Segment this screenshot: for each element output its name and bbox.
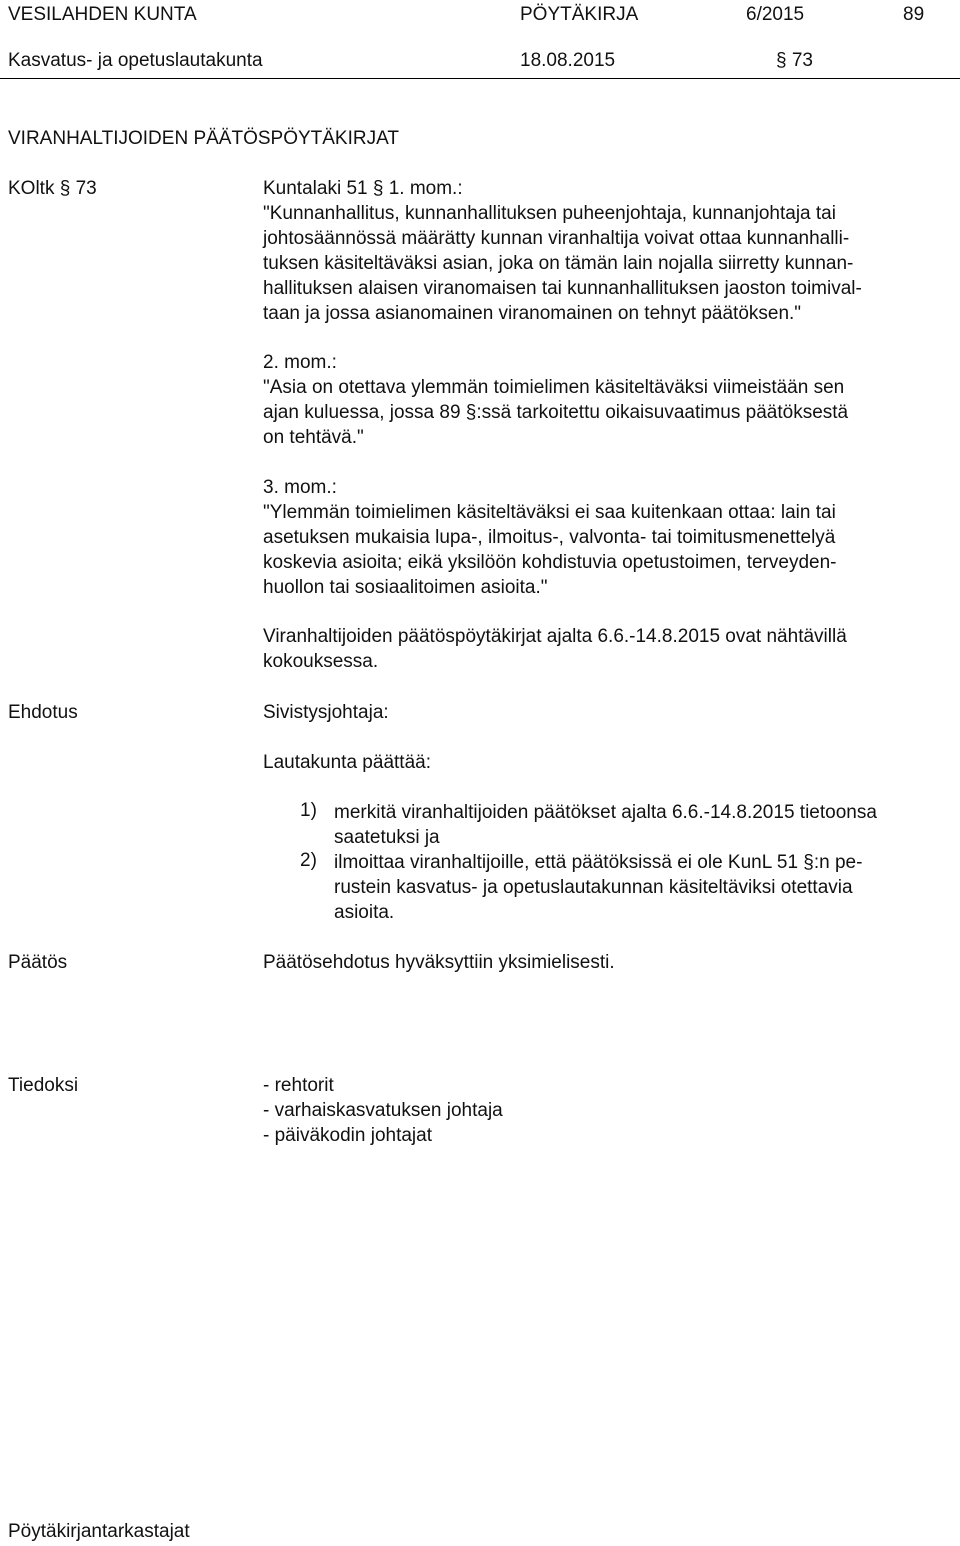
- proposal-item: [300, 800, 877, 850]
- meeting-date: 18.08.2015: [520, 50, 616, 71]
- decision-label: Päätös: [8, 952, 68, 973]
- law-line: koskevia asioita; eikä yksilöön kohdistuvia opetustoimen, terveyden-: [263, 552, 837, 573]
- minutes-number: 6/2015: [746, 4, 805, 25]
- law-line: on tehtävä.": [263, 427, 364, 448]
- law-paragraph-3: [263, 475, 836, 600]
- law-heading: 2. mom.:: [263, 352, 337, 373]
- footer-label: Pöytäkirjantarkastajat: [8, 1521, 190, 1542]
- law-line: "Ylemmän toimielimen käsiteltäväksi ei saa kuitenkaan ottaa: lain tai: [263, 502, 836, 523]
- proposal-intro: Lautakunta päättää:: [263, 752, 431, 773]
- law-paragraph-1: [263, 176, 862, 326]
- recipient: - rehtorit: [263, 1075, 334, 1096]
- recipient: - päiväkodin johtajat: [263, 1125, 432, 1146]
- law-line: ajan kuluessa, jossa 89 §:ssä tarkoitettu oikaisuvaatimus päätöksestä: [263, 402, 849, 423]
- item-number: 2): [300, 850, 317, 871]
- section-number: § 73: [776, 50, 813, 71]
- page-number: 89: [903, 4, 925, 25]
- item-line: rustein kasvatus- ja opetuslautakunnan käsiteltäviksi otettavia: [334, 877, 853, 898]
- availability-note: [263, 624, 847, 674]
- document-type: PÖYTÄKIRJA: [520, 4, 639, 25]
- law-line: tuksen käsiteltäväksi asian, joka on tämän lain nojalla siirretty kunnan-: [263, 253, 854, 274]
- law-line: asetuksen mukaisia lupa-, ilmoitus-, valvonta- tai toimitusmenettelyä: [263, 527, 836, 548]
- law-heading: 3. mom.:: [263, 477, 337, 498]
- law-line: hallituksen alaisen viranomaisen tai kunnanhallituksen jaoston toimival-: [263, 278, 862, 299]
- law-line: johtosäännössä määrätty kunnan viranhaltija voivat ottaa kunnanhalli-: [263, 228, 850, 249]
- header-divider: [0, 78, 960, 79]
- law-line: "Kunnanhallitus, kunnanhallituksen puheenjohtaja, kunnanjohtaja tai: [263, 203, 836, 224]
- item-number: 1): [300, 800, 317, 821]
- municipality-name: VESILAHDEN KUNTA: [8, 4, 197, 25]
- recipient: - varhaiskasvatuksen johtaja: [263, 1100, 503, 1121]
- availability-line: kokouksessa.: [263, 651, 379, 672]
- recipients-list: [263, 1073, 503, 1148]
- law-heading: Kuntalaki 51 § 1. mom.:: [263, 178, 463, 199]
- availability-line: Viranhaltijoiden päätöspöytäkirjat ajalta 6.6.-14.8.2015 ovat nähtävillä: [263, 626, 847, 647]
- law-paragraph-2: [263, 350, 848, 450]
- proposal-label: Ehdotus: [8, 702, 78, 723]
- item-line: ilmoittaa viranhaltijoille, että päätöksissä ei ole KunL 51 §:n pe-: [334, 852, 863, 873]
- committee-name: Kasvatus- ja opetuslautakunta: [8, 50, 263, 71]
- item-line: asioita.: [334, 902, 395, 923]
- law-line: taan ja jossa asianomainen viranomainen on tehnyt päätöksen.": [263, 303, 802, 324]
- section-reference: KOltk § 73: [8, 178, 97, 199]
- decision-text: Päätösehdotus hyväksyttiin yksimielisesti.: [263, 952, 615, 973]
- page-title: VIRANHALTIJOIDEN PÄÄTÖSPÖYTÄKIRJAT: [8, 128, 399, 149]
- info-label: Tiedoksi: [8, 1075, 79, 1096]
- proposal-item: [300, 850, 862, 925]
- proposal-author: Sivistysjohtaja:: [263, 702, 389, 723]
- item-line: saatetuksi ja: [334, 827, 440, 848]
- law-line: huollon tai sosiaalitoimen asioita.": [263, 577, 548, 598]
- item-line: merkitä viranhaltijoiden päätökset ajalta 6.6.-14.8.2015 tietoonsa: [334, 802, 877, 823]
- law-line: "Asia on otettava ylemmän toimielimen käsiteltäväksi viimeistään sen: [263, 377, 845, 398]
